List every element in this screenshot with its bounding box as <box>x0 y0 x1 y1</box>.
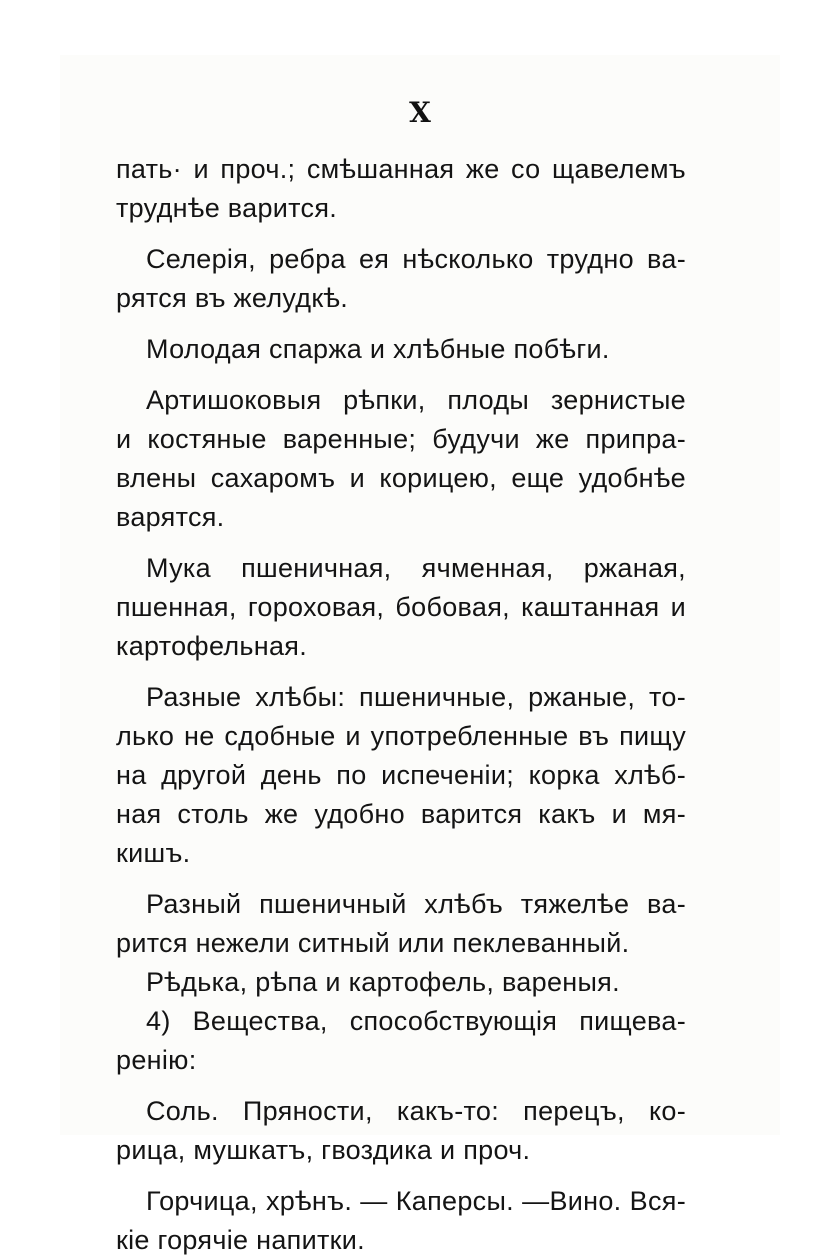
text-line: ренію: <box>116 1045 197 1075</box>
text-line: лько не сдобные и употребленные въ пищу <box>116 721 686 751</box>
text-line: влены сахаромъ и корицею, еще удобнѣе <box>116 463 686 493</box>
text-line: рится нежели ситный или пеклеванный. <box>116 928 630 958</box>
text-line: труднѣе варится. <box>116 193 338 223</box>
text-line: Разный пшеничный хлѣбъ тяжелѣе ва- <box>146 889 686 919</box>
text-line: картофельная. <box>116 631 308 661</box>
text-line: рица, мушкатъ, гвоздика и проч. <box>116 1135 531 1165</box>
text-line: Селерія, ребра ея нѣсколько трудно ва- <box>146 244 686 274</box>
text-line: Соль. Пряности, какъ-то: перецъ, ко- <box>146 1096 686 1126</box>
text-line: кіе горячіе напитки. <box>116 1225 365 1255</box>
text-line: пать· и проч.; смѣшанная же со щавелемъ <box>116 154 686 184</box>
text-line: рятся въ желудкѣ. <box>116 283 349 313</box>
text-line: и костяные варенные; будучи же припра- <box>116 424 686 454</box>
body-text <box>116 150 686 1260</box>
page-number: X <box>409 96 431 129</box>
text-line: Разные хлѣбы: пшеничные, ржаные, то- <box>146 682 686 712</box>
text-line: кишъ. <box>116 838 191 868</box>
text-line: Горчица, хрѣнъ. — Каперсы. —Вино. Вся- <box>146 1186 686 1216</box>
text-line: на другой день по испеченіи; корка хлѣб- <box>116 760 686 790</box>
text-line: Рѣдька, рѣпа и картофель, вареныя. <box>146 967 620 997</box>
text-line: Мука пшеничная, ячменная, ржаная, <box>146 553 686 583</box>
text-line: варятся. <box>116 502 225 532</box>
text-line: Артишоковыя рѣпки, плоды зернистые <box>146 385 686 415</box>
text-line: 4) Вещества, способствующія пищева- <box>146 1006 686 1036</box>
text-line: Молодая спаржа и хлѣбные побѣги. <box>146 334 610 364</box>
text-line: ная столь же удобно варится какъ и мя- <box>116 799 686 829</box>
text-line: пшенная, гороховая, бобовая, каштанная и <box>116 592 686 622</box>
